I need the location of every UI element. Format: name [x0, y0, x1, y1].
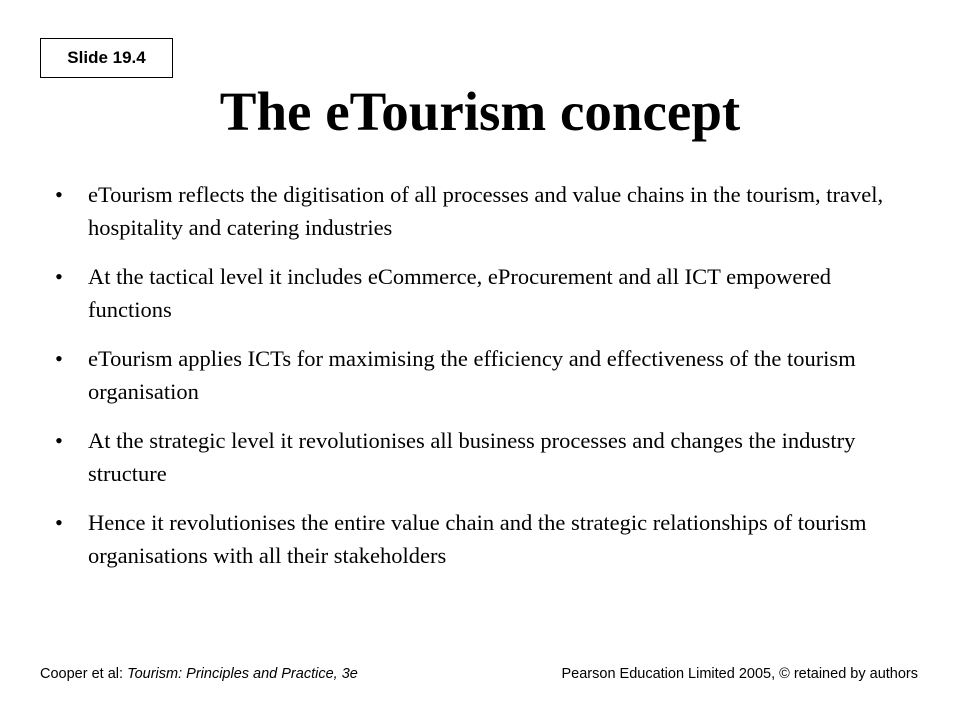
footer-citation: [40, 666, 358, 682]
bullet-item: [55, 424, 915, 490]
bullet-marker: •: [55, 428, 63, 453]
slide-number-badge: Slide 19.4: [40, 38, 173, 78]
bullet-marker: •: [55, 264, 63, 289]
citation-book-title: Tourism: Principles and Practice, 3e: [127, 666, 358, 682]
bullet-item: [55, 342, 915, 408]
bullet-text: eTourism reflects the digitisation of all processes and value chains in the tourism, travel, hospitality and catering industries: [88, 182, 884, 240]
bullet-item: [55, 260, 915, 326]
bullet-item: [55, 506, 915, 572]
bullet-marker: •: [55, 510, 63, 535]
bullet-list: [55, 178, 915, 588]
bullet-text: eTourism applies ICTs for maximising the efficiency and effectiveness of the tourism organisation: [88, 346, 856, 404]
slide-title: The eTourism concept: [219, 81, 741, 142]
bullet-text: Hence it revolutionises the entire value chain and the strategic relationships of tourism organisations with all their stakeholders: [88, 510, 867, 568]
bullet-item: [55, 178, 915, 244]
bullet-text: At the strategic level it revolutionises all business processes and changes the industry structure: [88, 428, 856, 486]
citation-authors: Cooper et al:: [40, 666, 128, 682]
bullet-text: At the tactical level it includes eCommerce, eProcurement and all ICT empowered functions: [88, 264, 832, 322]
bullet-marker: •: [55, 346, 63, 371]
footer-copyright: Pearson Education Limited 2005, © retained by authors: [561, 666, 918, 682]
bullet-marker: •: [55, 182, 63, 207]
